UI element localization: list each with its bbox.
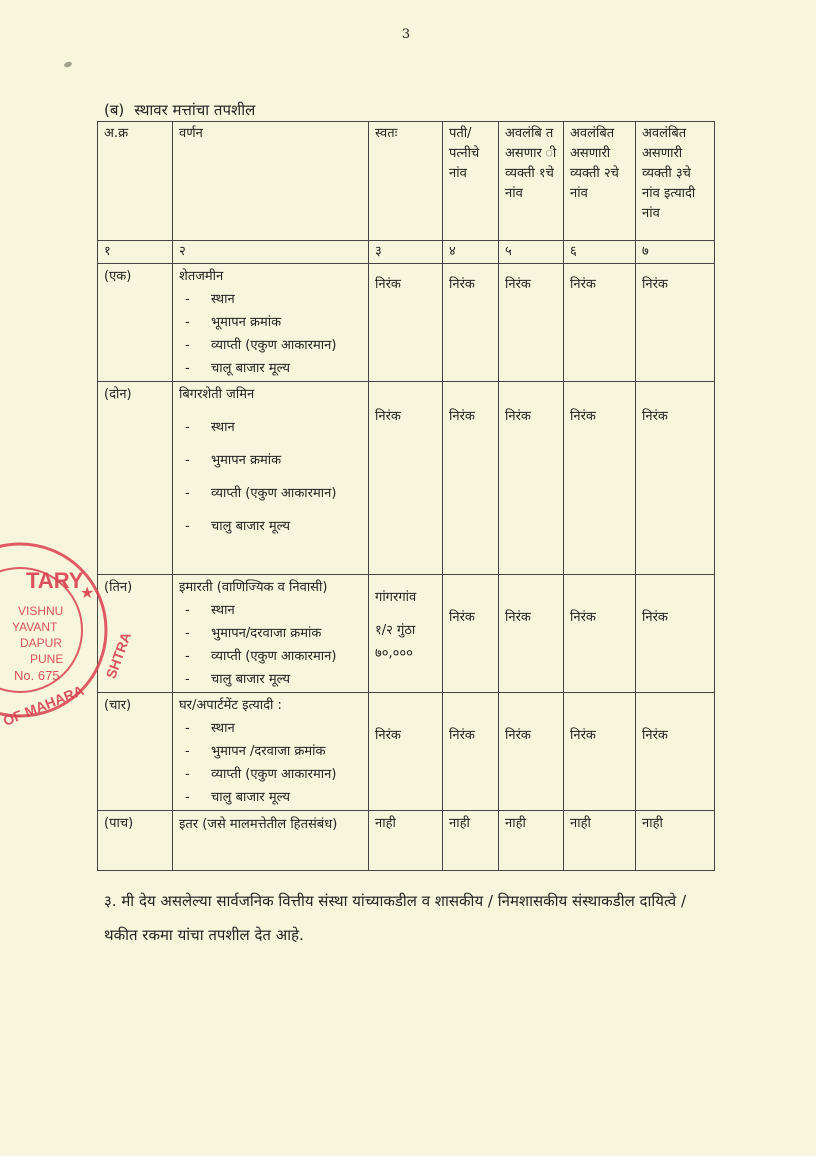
header-spouse: पती/ पत्नीचे नांव [443,122,499,241]
cell-dependent-1: निरंक [499,575,564,693]
column-number: १ [98,241,173,264]
cell-dependent-3: निरंक [636,693,715,811]
column-number-row [98,241,715,264]
section-marker: (ब) [104,101,125,119]
cell-dependent-3: निरंक [636,382,715,575]
row-subitem: - व्याप्ती (एकुण आकारमान) [185,338,337,353]
cell-self: निरंक [369,693,443,811]
row-subitem: - भुमापन क्रमांक [185,453,282,468]
row-subitem: - भुमापन/दरवाजा क्रमांक [185,626,322,641]
header-dependent-3: अवलंबित असणारी व्यक्ती ३चे नांव इत्यादी नांव [636,122,715,241]
cell-dependent-1: निरंक [499,264,564,382]
cell-spouse: निरंक [443,693,499,811]
svg-text:No. 675: No. 675 [14,668,60,683]
svg-text:★: ★ [80,583,95,602]
liabilities-paragraph: ३. मी देय असलेल्या सार्वजनिक वित्तीय संस्था यांच्याकडील व शासकीय / निमशासकीय संस्थाकडील दायित्वे / थकीत रकमा यांचा तपशील देत आहे. [104,892,687,944]
row-description [173,382,369,575]
column-number: ७ [636,241,715,264]
row-serial: (चार) [98,693,173,811]
section-heading [104,100,255,120]
cell-self: निरंक [369,382,443,575]
cell-dependent-1: निरंक [499,382,564,575]
scan-smudge [63,61,72,68]
row-subitem: - भूमापन क्रमांक [185,315,282,330]
row-subitem: - स्थान [185,603,235,618]
row-serial: (एक) [98,264,173,382]
row-title: घर/अपार्टमेंट इत्यादी : [179,698,282,713]
row-subitem: - चालु बाजार मूल्य [185,672,291,687]
table-row [98,693,715,811]
self-area: १/२ गुंठा [375,623,416,638]
cell-dependent-1: निरंक [499,693,564,811]
cell-self: नाही [369,811,443,871]
row-description [173,575,369,693]
row-serial: (तिन) [98,575,173,693]
cell-dependent-2: निरंक [564,575,636,693]
svg-text:PUNE: PUNE [30,652,64,666]
row-description [173,264,369,382]
svg-text:OF MAHARA: OF MAHARA [0,681,86,729]
cell-dependent-2: निरंक [564,264,636,382]
svg-text:TARY: TARY [26,568,84,593]
self-value: ७०,००० [375,646,413,661]
cell-dependent-3: निरंक [636,575,715,693]
table-row [98,575,715,693]
cell-spouse: निरंक [443,264,499,382]
row-title: बिगरशेती जमिन [179,387,255,402]
cell-dependent-2: निरंक [564,693,636,811]
row-description: इतर (जसे मालमत्तेतील हितसंबंध) [173,811,369,871]
cell-dependent-3: नाही [636,811,715,871]
cell-self: निरंक [369,264,443,382]
row-subitem: - चालु बाजार मूल्य [185,790,291,805]
row-serial: (दोन) [98,382,173,575]
column-number: ४ [443,241,499,264]
cell-dependent-2: निरंक [564,382,636,575]
row-subitem: - स्थान [185,292,235,307]
table-row [98,264,715,382]
row-subitem: - व्याप्ती (एकुण आकारमान) [185,486,337,501]
assets-table [97,121,715,871]
row-subitem: - व्याप्ती (एकुण आकारमान) [185,767,337,782]
header-serial: अ.क्र [98,122,173,241]
row-subitem: - चालु बाजार मूल्य [185,519,291,534]
row-title: शेतजमीन [179,269,224,284]
table-header-row [98,122,715,241]
column-number: ३ [369,241,443,264]
svg-text:YAVANT: YAVANT [12,620,58,634]
svg-text:SHTRA: SHTRA [102,629,135,681]
section-title: स्थावर मत्तांचा तपशील [134,101,256,119]
row-subitem: - चालू बाजार मूल्य [185,361,291,376]
row-subitem: - भुमापन /दरवाजा क्रमांक [185,744,326,759]
cell-dependent-1: नाही [499,811,564,871]
row-subitem: - स्थान [185,721,235,736]
cell-self [369,575,443,693]
cell-spouse: निरंक [443,382,499,575]
header-dependent-2: अवलंबित असणारी व्यक्ती २चे नांव [564,122,636,241]
row-subitem: - स्थान [185,420,235,435]
table-row [98,382,715,575]
svg-text:DAPUR: DAPUR [20,636,63,650]
row-description [173,693,369,811]
cell-spouse: निरंक [443,575,499,693]
column-number: ६ [564,241,636,264]
cell-dependent-3: निरंक [636,264,715,382]
header-dependent-1: अवलंबि त असणार ी व्यक्ती १चे नांव [499,122,564,241]
row-title: इमारती (वाणिज्यिक व निवासी) [179,580,328,595]
row-serial: (पाच) [98,811,173,871]
svg-text:VISHNU: VISHNU [18,604,64,618]
cell-spouse: नाही [443,811,499,871]
table-row [98,811,715,871]
page-number: 3 [401,27,411,42]
column-number: २ [173,241,369,264]
self-location: गांगरगांव [375,590,417,605]
cell-dependent-2: नाही [564,811,636,871]
row-subitem: - व्याप्ती (एकुण आकारमान) [185,649,337,664]
header-description: वर्णन [173,122,369,241]
column-number: ५ [499,241,564,264]
header-self: स्वतः [369,122,443,241]
